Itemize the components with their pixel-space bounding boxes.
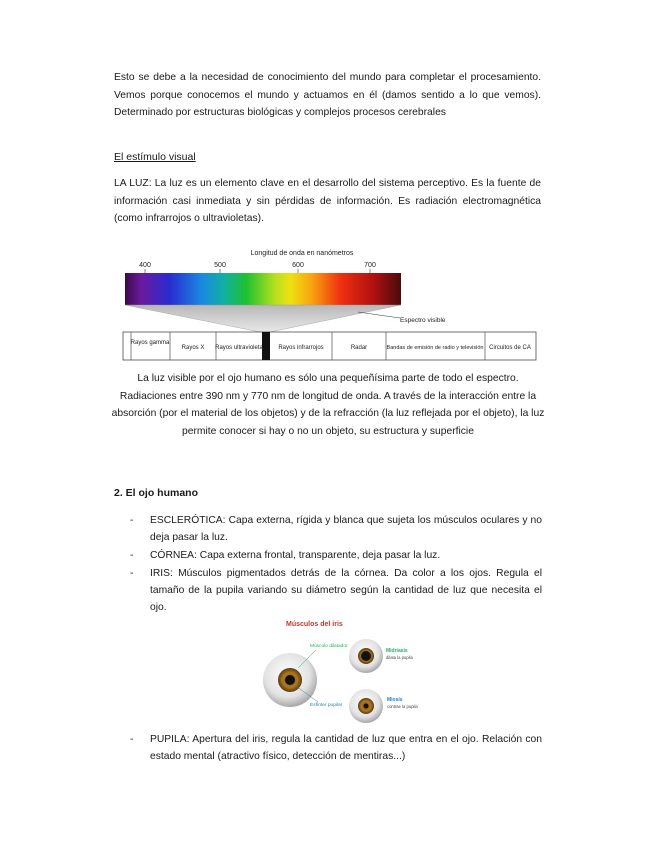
- section-heading-human-eye: 2. El ojo humano: [114, 487, 199, 499]
- band-radar: Radar: [350, 345, 368, 351]
- spectrum-title: Longitud de onda en nanómetros: [250, 250, 354, 257]
- spectrum-tick-labels: [139, 262, 376, 269]
- band-radio-tv: Bandas de emisión de radio y televisión: [386, 345, 484, 351]
- iris-figure-title: Músculos del iris: [286, 621, 343, 628]
- bullet-dash: -: [130, 550, 134, 561]
- intro-paragraph: Esto se debe a la necesidad de conocimiento del mundo para completar el procesamiento. Vemos porque conocemos el mundo y actuamos en él (damos sentido a lo que vemos). Determinado por estructuras biológicas y complejos procesos cerebrales: [114, 72, 541, 118]
- band-gamma: [131, 340, 170, 346]
- dilator-muscle-label: Músculo dilatador: [310, 644, 348, 649]
- band-infrared: Rayos infrarrojos: [278, 345, 324, 351]
- bullet-dash: -: [130, 568, 134, 579]
- list-item-text: PUPILA: Apertura del iris, regula la cantidad de luz que entra en el ojo. Relación con estado mental (atractivo físico, detección de mentiras...): [150, 734, 542, 762]
- tick-label-400: 400: [139, 262, 151, 269]
- band-xray: Rayos X: [181, 345, 205, 351]
- midriasis-label: Midriasis: [386, 648, 408, 654]
- bullet-dash: -: [130, 515, 134, 526]
- midriasis-sublabel: dilata la pupila: [386, 655, 413, 660]
- spectrum-projection-cone: [125, 305, 401, 332]
- tick-label-500: 500: [214, 262, 226, 269]
- list-item-text: IRIS: Músculos pigmentados detrás de la córnea. Da color a los ojos. Regula el tamaño de la pupila variando su diámetro según la cantidad de luz que necesita el ojo.: [150, 568, 542, 613]
- tick-label-700: 700: [364, 262, 376, 269]
- light-paragraph: LA LUZ: La luz es un elemento clave en el desarrollo del sistema perceptivo. Es la fuente de información casi inmediata y sin pérdidas de información. Es radiación electromagnética (como infrarrojos o ultravioletas).: [114, 178, 541, 224]
- spectrum-caption: La luz visible por el ojo humano es sólo una pequeñísima parte de todo el espectro. Radiaciones entre 390 nm y 770 nm de longitud de onda. A través de la interacción entre la absorción (por el material de los objetos) y de la refracción (la luz reflejada por el objeto), la luz permite conocer si hay o no un objeto, su estructura y superficie: [111, 373, 545, 437]
- miosis-label: Miosis: [387, 697, 403, 703]
- band-ultraviolet: Rayos ultravioleta: [215, 345, 263, 351]
- eye-parts-list: [130, 512, 542, 616]
- iris-muscles-figure: [256, 618, 436, 728]
- band-ac-circuits: Circuitos de CA: [489, 345, 531, 351]
- list-item-pupil: [130, 731, 542, 765]
- list-item-text: ESCLERÓTICA: Capa externa, rígida y blanca que sujeta los músculos oculares y no deja pasar la luz.: [150, 515, 542, 543]
- list-item-sclera: [130, 512, 542, 546]
- spectrum-figure: [118, 244, 538, 364]
- list-item-iris: [130, 565, 542, 616]
- band-gamma-label: Rayos gamma: [130, 340, 170, 346]
- sphincter-label: Esfínter pupilar: [310, 703, 343, 708]
- visible-spectrum-label: Espectro visible: [400, 317, 446, 324]
- list-item-cornea: [130, 547, 542, 564]
- tick-label-600: 600: [292, 262, 304, 269]
- section-heading-visual-stimulus: El estímulo visual: [114, 151, 196, 163]
- eye-parts-list-continued: [130, 731, 542, 765]
- visible-spectrum-bar: [125, 273, 401, 305]
- bullet-dash: -: [130, 734, 134, 745]
- list-item-text: CÓRNEA: Capa externa frontal, transparente, deja pasar la luz.: [150, 550, 441, 561]
- miosis-sublabel: contrae la pupila: [387, 704, 418, 709]
